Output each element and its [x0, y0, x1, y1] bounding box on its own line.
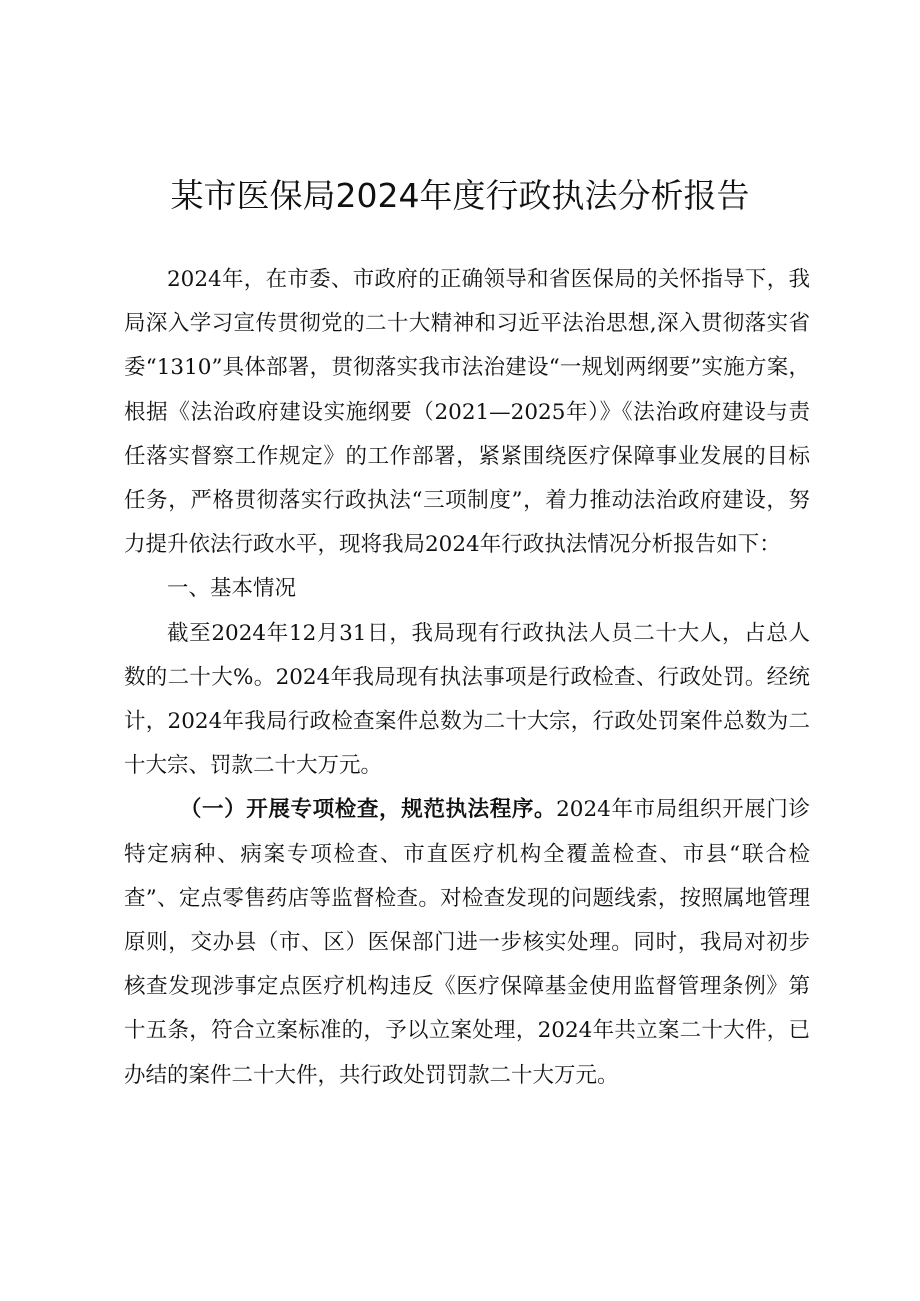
subsection-heading: （一）开展专项检查，规范执法程序。: [179, 797, 557, 823]
intro-paragraph: 2024年，在市委、市政府的正确领导和省医保局的关怀指导下，我局深入学习宣传贯彻党的二十大精神和习近平法治思想,深入贯彻落实省委“1310”具体部署，贯彻落实我市法治建设“一规划两纲要”实施方案，根据《法治政府建设实施纲要（2021—2025年）》《法治政府建设与责任落实督察工作规定》的工作部署，紧紧围绕医疗保障事业发展的目标任务，严格贯彻落实行政执法“三项制度”，着力推动法治政府建设，努力提升依法行政水平，现将我局2024年行政执法情况分析报告如下：: [124, 267, 810, 558]
document-body: [124, 258, 810, 1098]
basic-situation-paragraph: 截至2024年12月31日，我局现有行政执法人员二十大人，占总人数的二十大%。2024年我局现有执法事项是行政检查、行政处罚。经统计，2024年我局行政检查案件总数为二十大宗，行政处罚案件总数为二十大宗、罚款二十大万元。: [124, 620, 810, 779]
document-title: 某市医保局2024年度行政执法分析报告: [170, 176, 750, 215]
subsection-text: 2024年市局组织开展门诊特定病种、病案专项检查、市直医疗机构全覆盖检查、市县“联合检查”、定点零售药店等监督检查。对检查发现的问题线索，按照属地管理原则，交办县（市、区）医保部门进一步核实处理。同时，我局对初步核查发现涉事定点医疗机构违反《医疗保障基金使用监督管理条例》第十五条，符合立案标准的，予以立案处理，2024年共立案二十大件，已办结的案件二十大件，共行政处罚罚款二十大万元。: [124, 797, 810, 1088]
section-heading-basic-situation: 一、基本情况: [167, 576, 297, 602]
subsection-paragraph: [124, 788, 810, 1097]
